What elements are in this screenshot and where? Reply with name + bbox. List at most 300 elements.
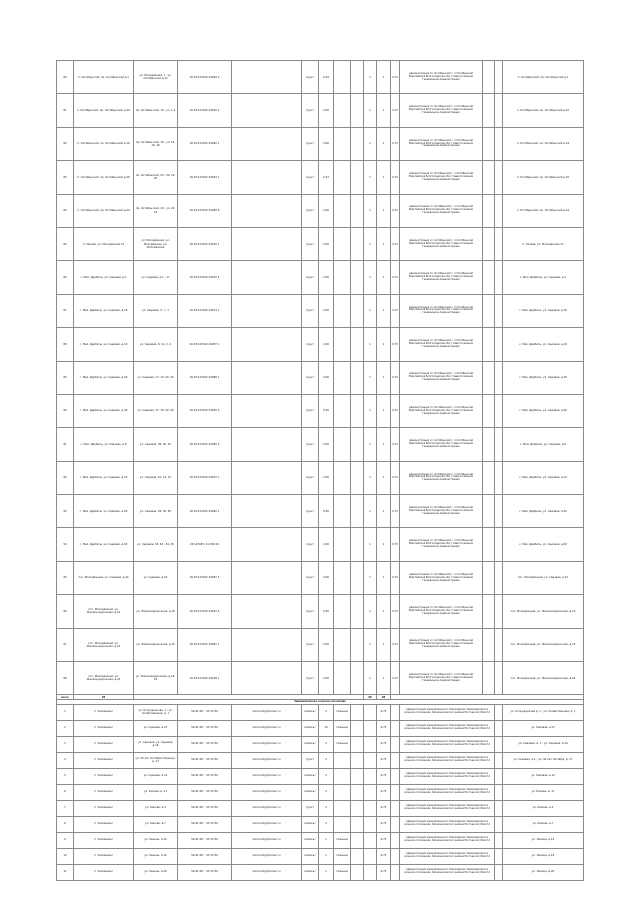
row-count-a: 1 — [364, 394, 377, 427]
row-address: с. Мал. Дербеты, ул. Садовая, д.63 — [74, 528, 134, 561]
row-street: ул. Кирова, д. 11 — [134, 784, 178, 800]
row-owner: Администрация сп. Октябрьский с. 1 Октябрьский Европейская Волгоградская обл. Глава поселения Генеральное Администрация — [400, 595, 483, 628]
row-surface: грунт — [302, 261, 319, 294]
row-cadastral-id: 26:18:123012:19128 1 — [178, 662, 232, 695]
row-area: 2,00 — [319, 662, 334, 695]
row-street: ул. Садовая, д.27 — [134, 720, 178, 736]
row-blank — [351, 848, 364, 864]
row-count: 4 — [319, 784, 334, 800]
row-blank — [334, 94, 351, 127]
row-blank — [232, 595, 302, 628]
row-number: 7 — [57, 800, 74, 816]
row-count-b: 1 — [377, 528, 391, 561]
row-address: с. Мал. Дербеты, ул. Садовая, д.8 — [74, 428, 134, 461]
row-coordinates: 56,41 89, ; 41,32 89 — [178, 720, 232, 736]
row-cadastral-id: 26:18:123012:19088 1 — [178, 361, 232, 394]
row-blank — [351, 461, 364, 494]
row-count-b: 1 — [377, 328, 391, 361]
row-cadastral-id: 26:18:123012:19082 6 — [178, 194, 232, 227]
row-count-a: 1 — [364, 628, 377, 661]
row-number: 6 — [57, 784, 74, 800]
row-count-a: 1 — [364, 428, 377, 461]
row-owner: Администрация сп. Октябрьский с. 1 Октябрьский Европейская Волгоградская обл. Глава поселения Генеральное Администрация — [400, 294, 483, 327]
row-number: 94 — [57, 528, 74, 561]
row-location: ул. Садовая, д.1 ; ул. 40 лет Октября, д. 27 — [503, 752, 584, 768]
row-volume: 0,75 — [377, 736, 391, 752]
row-blank — [391, 848, 400, 864]
table-row — [57, 662, 584, 695]
row-surface: асфальт — [302, 832, 319, 848]
row-blank — [351, 495, 364, 528]
row-blank — [495, 61, 503, 94]
totals-a: 98 — [364, 695, 377, 700]
row-area: 2,00 — [319, 361, 334, 394]
row-location: с. Мал. Дербеты, ул. Садовая, д.20 — [503, 361, 584, 394]
row-blank — [334, 261, 351, 294]
row-volume: 0,75 — [391, 328, 400, 361]
row-location: ул. Садовая, д. 1 ; ул. Садовая, д.16 — [503, 736, 584, 752]
row-blank — [232, 361, 302, 394]
row-organization: Администрация муниципального образования «Зимовниковское сельское поселение» Зимовниковского района Ростовской области — [400, 720, 495, 736]
row-blank — [483, 194, 495, 227]
row-blank — [391, 816, 400, 832]
row-email: zimovniki@donpac.ru — [232, 800, 302, 816]
row-blank — [495, 752, 503, 768]
row-count: 4 — [319, 752, 334, 768]
row-number: 83 — [57, 161, 74, 194]
row-blank — [483, 161, 495, 194]
row-address: п. Зимовники — [74, 816, 134, 832]
row-count: 1 — [319, 864, 334, 880]
row-count-b: 1 — [377, 194, 391, 227]
row-address: п. Октябрьский, пр. Октябрьский, д.10 — [74, 94, 134, 127]
row-address: пос. Молодёжный, ул. Железнодорожная, д.15 — [74, 628, 134, 661]
row-cadastral-id: 26:18:123012:19082 1 — [178, 127, 232, 160]
table-row — [57, 800, 584, 816]
row-address: п. Зимовники — [74, 848, 134, 864]
registry-sheet — [56, 60, 583, 881]
row-area: 2,00 — [319, 528, 334, 561]
table-row — [57, 94, 584, 127]
row-coordinates: 56,41 89, ; 41,32 89 — [178, 832, 232, 848]
table-row — [57, 394, 584, 427]
row-street: ул. Садовая, 63, 63 ; 61, 65 — [134, 528, 178, 561]
row-blank — [351, 832, 364, 848]
row-organization: Администрация муниципального образования «Зимовниковское сельское поселение» Зимовниковского района Ростовской области — [400, 704, 495, 720]
row-blank — [334, 328, 351, 361]
row-count: 10 — [319, 720, 334, 736]
row-email: zimovniki@donpac.ru — [232, 864, 302, 880]
row-count-b: 1 — [377, 127, 391, 160]
row-location: ул. Садовая, д.27 — [503, 720, 584, 736]
row-count-a: 1 — [364, 495, 377, 528]
row-blank — [495, 294, 503, 327]
row-cadastral-id: 26:18:123012:19082 1 — [178, 495, 232, 528]
row-area: 0,56 — [319, 495, 334, 528]
table-row — [57, 461, 584, 494]
row-blank — [232, 495, 302, 528]
row-surface: грунт — [302, 662, 319, 695]
row-organization: Администрация муниципального образования «Зимовниковское сельское поселение» Зимовниковского района Ростовской области — [400, 752, 495, 768]
row-street: ул. Садовая, ул. Садовая, д.16 — [134, 736, 178, 752]
row-blank — [495, 428, 503, 461]
row-number: 85 — [57, 227, 74, 260]
row-number: 89 — [57, 361, 74, 394]
row-street: ул. Садовая, 17, 19, 20, 20 — [134, 361, 178, 394]
row-blank — [364, 848, 377, 864]
row-street: ул. Садовая, д.22 — [134, 561, 178, 594]
row-location: ул. Ленина, д.16 — [503, 848, 584, 864]
row-area: 0,56 — [319, 394, 334, 427]
row-surface: грунт — [302, 800, 319, 816]
row-blank — [232, 261, 302, 294]
row-blank — [483, 595, 495, 628]
row-number: 4 — [57, 752, 74, 768]
row-area: 2,00 — [319, 227, 334, 260]
row-blank — [334, 361, 351, 394]
row-address: п. Зимовники — [74, 736, 134, 752]
row-cadastral-id: 26:18:123012:19070 4 — [178, 94, 232, 127]
row-blank — [495, 848, 503, 864]
row-count-b: 1 — [377, 561, 391, 594]
row-volume: 0,75 — [391, 528, 400, 561]
row-blank — [483, 561, 495, 594]
row-blank — [232, 428, 302, 461]
row-street: ул. Садовая, 37, 39, 40, 40 — [134, 394, 178, 427]
row-count-b: 1 — [377, 94, 391, 127]
row-blank — [334, 461, 351, 494]
row-count-a: 1 — [364, 528, 377, 561]
row-location: с. Мал. Дербеты, ул. Садовая, д.40 — [503, 394, 584, 427]
row-address: с. Мал. Дербеты, ул. Садовая, д.50 — [74, 495, 134, 528]
row-blank — [232, 94, 302, 127]
table-row — [57, 361, 584, 394]
row-location: пос. Молодёжный, ул. Садовая, д.22 — [503, 561, 584, 594]
row-number: 82 — [57, 127, 74, 160]
table-row — [57, 704, 584, 720]
row-cadastral-id: 26:123045: 41:456:10 — [178, 528, 232, 561]
row-location: ул. Ленина, д.12 — [503, 832, 584, 848]
row-volume: 0,75 — [391, 161, 400, 194]
row-volume: 0,75 — [391, 495, 400, 528]
row-blank — [232, 227, 302, 260]
totals-count: 98 — [74, 695, 134, 700]
row-count-b: 1 — [377, 595, 391, 628]
row-blank — [351, 127, 364, 160]
row-cadastral-id: 26:18:123012:19087 4 — [178, 561, 232, 594]
row-note — [334, 816, 351, 832]
row-surface: асфальт — [302, 736, 319, 752]
row-count: 1 — [319, 848, 334, 864]
row-blank — [351, 227, 364, 260]
row-email: zimovniki@donpac.ru — [232, 768, 302, 784]
row-blank — [483, 94, 495, 127]
table-row — [57, 628, 584, 661]
row-note: подъезд — [334, 864, 351, 880]
row-volume: 0,75 — [391, 227, 400, 260]
row-count: 1 — [319, 832, 334, 848]
row-location: ул. Огородникова д. 1 , ул. Хозяйственная, д. 1 — [503, 704, 584, 720]
row-blank — [495, 394, 503, 427]
row-blank — [232, 561, 302, 594]
row-blank — [483, 528, 495, 561]
row-location: п. Октябрьский, пр. Октябрьский д.1 — [503, 61, 584, 94]
row-organization: Администрация муниципального образования «Зимовниковское сельское поселение» Зимовниковского района Ростовской области — [400, 800, 495, 816]
row-email: zimovniki@donpac.ru — [232, 848, 302, 864]
table-row — [57, 127, 584, 160]
row-address: с. Мал. Дербеты, ул. Садовая, д.1 — [74, 261, 134, 294]
row-note: подъезд — [334, 736, 351, 752]
row-volume: 0,75 — [391, 127, 400, 160]
row-street: пр. Октябрьский, 10 ; ул. 1-я — [134, 94, 178, 127]
row-blank — [495, 194, 503, 227]
row-location: ул. Кирова, д.7 — [503, 816, 584, 832]
row-blank — [334, 528, 351, 561]
row-surface: грунт — [302, 495, 319, 528]
row-count-a: 1 — [364, 662, 377, 695]
row-blank — [351, 595, 364, 628]
row-cadastral-id: 26:18:123012:19034 1 — [178, 161, 232, 194]
row-street: ул. Молодёжная, ул. Молодёжная, ул. Молодёжная — [134, 227, 178, 260]
row-surface: грунт — [302, 528, 319, 561]
table-row — [57, 561, 584, 594]
row-blank — [364, 800, 377, 816]
row-address: п. Зимовники — [74, 768, 134, 784]
row-street: ул. Огородникова, 1 ; ул. Хозяйственная, д. 1 — [134, 704, 178, 720]
row-volume: 0,75 — [377, 752, 391, 768]
row-blank — [364, 704, 377, 720]
row-address: п. Зимовники — [74, 784, 134, 800]
row-volume: 0,75 — [377, 816, 391, 832]
table-row — [57, 495, 584, 528]
row-cadastral-id: 26:18:123012:19085 2 — [178, 428, 232, 461]
row-address: с. Мал. Дербеты, ул. Садовая, д.40 — [74, 394, 134, 427]
row-number: 3 — [57, 736, 74, 752]
row-surface: грунт — [302, 227, 319, 260]
row-blank — [351, 194, 364, 227]
row-number: 96 — [57, 595, 74, 628]
row-blank — [351, 328, 364, 361]
row-street: ул. Садовая, д.1 ; 17 — [134, 261, 178, 294]
row-number: 93 — [57, 495, 74, 528]
row-surface: грунт — [302, 461, 319, 494]
row-location: п. Октябрьский, пр. Октябрьский д.24 — [503, 194, 584, 227]
row-blank — [495, 720, 503, 736]
row-volume: 0,75 — [377, 768, 391, 784]
row-address: п. Октябрьский, пр. Октябрьский д.16 — [74, 127, 134, 160]
row-blank — [495, 800, 503, 816]
row-blank — [351, 816, 364, 832]
row-number: 84 — [57, 194, 74, 227]
row-number: 92 — [57, 461, 74, 494]
row-volume: 0,75 — [391, 394, 400, 427]
row-street: ул. Садовая, 3 ; с. 1 — [134, 294, 178, 327]
row-coordinates: 56,41 89, ; 41,32 89 — [178, 736, 232, 752]
row-location: пос. Молодёжный, ул. Железнодорожная, д.24 — [503, 662, 584, 695]
row-surface: грунт — [302, 127, 319, 160]
row-email: zimovniki@donpac.ru — [232, 704, 302, 720]
row-volume: 0,75 — [391, 662, 400, 695]
row-address: пос. Молодёжный, ул. Садовая, д.22 — [74, 561, 134, 594]
row-blank — [495, 161, 503, 194]
row-area: 2,00 — [319, 127, 334, 160]
row-street: ул. Садовая, д.12 — [134, 768, 178, 784]
row-organization: Администрация муниципального образования «Зимовниковское сельское поселение» Зимовниковского района Ростовской области — [400, 784, 495, 800]
row-number: 91 — [57, 428, 74, 461]
row-blank — [483, 361, 495, 394]
row-blank — [483, 227, 495, 260]
table-row — [57, 61, 584, 94]
table-row — [57, 428, 584, 461]
row-location: с. Мал. Дербеты, ул. Садовая, д.8 — [503, 428, 584, 461]
row-surface: грунт — [302, 94, 319, 127]
row-surface: грунт — [302, 361, 319, 394]
row-address: п. Октябрьский, пр. Октябрьский д.20 — [74, 161, 134, 194]
row-blank — [334, 61, 351, 94]
row-location: ул. Ленина, д.20 — [503, 864, 584, 880]
row-blank — [495, 704, 503, 720]
row-address: п. Зимовники — [74, 800, 134, 816]
row-organization: Администрация муниципального образования «Зимовниковское сельское поселение» Зимовниковского района Ростовской области — [400, 768, 495, 784]
row-blank — [334, 595, 351, 628]
row-cadastral-id: 26:18:123012:19070 1 — [178, 227, 232, 260]
row-number: 2 — [57, 720, 74, 736]
row-area: 2,00 — [319, 428, 334, 461]
row-surface: грунт — [302, 294, 319, 327]
table-row — [57, 194, 584, 227]
row-location: с. Мал. Дербеты, ул. Садовая, д.63 — [503, 528, 584, 561]
row-street: ул. Садовая, 10, 12, 12 — [134, 461, 178, 494]
row-email: zimovniki@donpac.ru — [232, 752, 302, 768]
row-blank — [495, 361, 503, 394]
row-blank — [391, 832, 400, 848]
row-note — [334, 784, 351, 800]
row-note — [334, 752, 351, 768]
table-row — [57, 161, 584, 194]
row-coordinates: 56,41 89, ; 41,32 89 — [178, 800, 232, 816]
row-street: ул. Кирова, д.3 — [134, 800, 178, 816]
row-owner: Администрация сп. Октябрьский с. 1 Октябрьский Европейская Волгоградская обл. Глава поселения Генеральное Администрация — [400, 461, 483, 494]
row-area: 0,23 — [319, 161, 334, 194]
row-count: 4 — [319, 704, 334, 720]
row-blank — [232, 61, 302, 94]
row-coordinates: 56,41 89, ; 41,32 89 — [178, 848, 232, 864]
row-organization: Администрация муниципального образования «Зимовниковское сельское поселение» Зимовниковского района Ростовской области — [400, 832, 495, 848]
row-count: 4 — [319, 800, 334, 816]
row-blank — [334, 428, 351, 461]
row-blank — [232, 294, 302, 327]
row-area: 2,00 — [319, 294, 334, 327]
row-owner: Администрация сп. Октябрьский с. 1 Октябрьский Европейская Волгоградская обл. Глава поселения Генеральное Администрация — [400, 394, 483, 427]
row-count-b: 1 — [377, 61, 391, 94]
row-count-a: 1 — [364, 127, 377, 160]
row-blank — [391, 768, 400, 784]
row-street: ул. Железнодорожная, д.24, 24 — [134, 662, 178, 695]
row-surface: грунт — [302, 561, 319, 594]
row-count-b: 1 — [377, 495, 391, 528]
row-volume: 0,75 — [391, 561, 400, 594]
row-number: 81 — [57, 94, 74, 127]
row-blank — [495, 94, 503, 127]
row-number: 97 — [57, 628, 74, 661]
row-blank — [351, 428, 364, 461]
row-count: 4 — [319, 736, 334, 752]
table-row — [57, 328, 584, 361]
row-blank — [391, 752, 400, 768]
row-blank — [334, 394, 351, 427]
row-email: zimovniki@donpac.ru — [232, 720, 302, 736]
row-count-a: 1 — [364, 261, 377, 294]
row-owner: Администрация сп. Октябрьский с. 1 Октябрьский Европейская Волгоградская обл. Глава поселения Генеральное Администрация — [400, 662, 483, 695]
row-blank — [334, 628, 351, 661]
row-count-b: 1 — [377, 461, 391, 494]
row-email: zimovniki@donpac.ru — [232, 832, 302, 848]
row-blank — [232, 628, 302, 661]
row-email: zimovniki@donpac.ru — [232, 736, 302, 752]
row-number: 90 — [57, 394, 74, 427]
row-location: ул. Кирова, д.3 — [503, 800, 584, 816]
row-location: п. Октябрьский, пр. Октябрьский д.16 — [503, 127, 584, 160]
row-blank — [495, 127, 503, 160]
row-street: ул. 40 лет Октября (Ленина), д. 27 — [134, 752, 178, 768]
row-number: 11 — [57, 864, 74, 880]
table-row — [57, 832, 584, 848]
table-row — [57, 227, 584, 260]
row-blank — [483, 461, 495, 494]
totals-section — [57, 695, 584, 704]
lower-section-rows — [57, 704, 584, 880]
row-count-a: 1 — [364, 461, 377, 494]
row-note: подъезд — [334, 832, 351, 848]
row-blank — [351, 528, 364, 561]
row-blank — [351, 736, 364, 752]
row-surface: грунт — [302, 394, 319, 427]
row-owner: Администрация сп. Октябрьский с. 1 Октябрьский Европейская Волгоградская обл. Глава поселения Генеральное Администрация — [400, 61, 483, 94]
row-count-a: 1 — [364, 194, 377, 227]
row-count-a: 1 — [364, 227, 377, 260]
row-note — [334, 800, 351, 816]
row-blank — [483, 394, 495, 427]
table-row — [57, 294, 584, 327]
row-area: 2,00 — [319, 94, 334, 127]
row-number: 95 — [57, 561, 74, 594]
row-location: с. Мал. Дербеты, ул. Садовая, д.50 — [503, 495, 584, 528]
row-blank — [334, 495, 351, 528]
row-organization: Администрация муниципального образования «Зимовниковское сельское поселение» Зимовниковского района Ростовской области — [400, 816, 495, 832]
row-blank — [495, 595, 503, 628]
row-address: с. Мал. Дербеты, ул. Садовая, д.12 — [74, 461, 134, 494]
row-blank — [483, 127, 495, 160]
row-address: п. Октябрьский, пр. Октябрьский д.1 — [74, 61, 134, 94]
section-title: Зимовниковское сельское поселение — [57, 700, 584, 705]
row-area: 2,00 — [319, 328, 334, 361]
row-blank — [495, 864, 503, 880]
row-cadastral-id: 26:18:123012:19030 2 — [178, 394, 232, 427]
row-blank — [483, 628, 495, 661]
row-location: с. Мал. Дербеты, ул. Садовая, д.1 — [503, 261, 584, 294]
row-blank — [364, 816, 377, 832]
row-blank — [483, 261, 495, 294]
row-note: подъезд — [334, 704, 351, 720]
row-organization: Администрация муниципального образования «Зимовниковское сельское поселение» Зимовниковского района Ростовской области — [400, 864, 495, 880]
row-blank — [483, 294, 495, 327]
row-location: пос. Молодёжный, ул. Железнодорожная, д.10 — [503, 595, 584, 628]
table-row — [57, 595, 584, 628]
row-count-a: 1 — [364, 294, 377, 327]
row-blank — [351, 161, 364, 194]
row-blank — [483, 495, 495, 528]
row-owner: Администрация сп. Октябрьский с. 1 Октябрьский Европейская Волгоградская обл. Глава поселения Генеральное Администрация — [400, 561, 483, 594]
